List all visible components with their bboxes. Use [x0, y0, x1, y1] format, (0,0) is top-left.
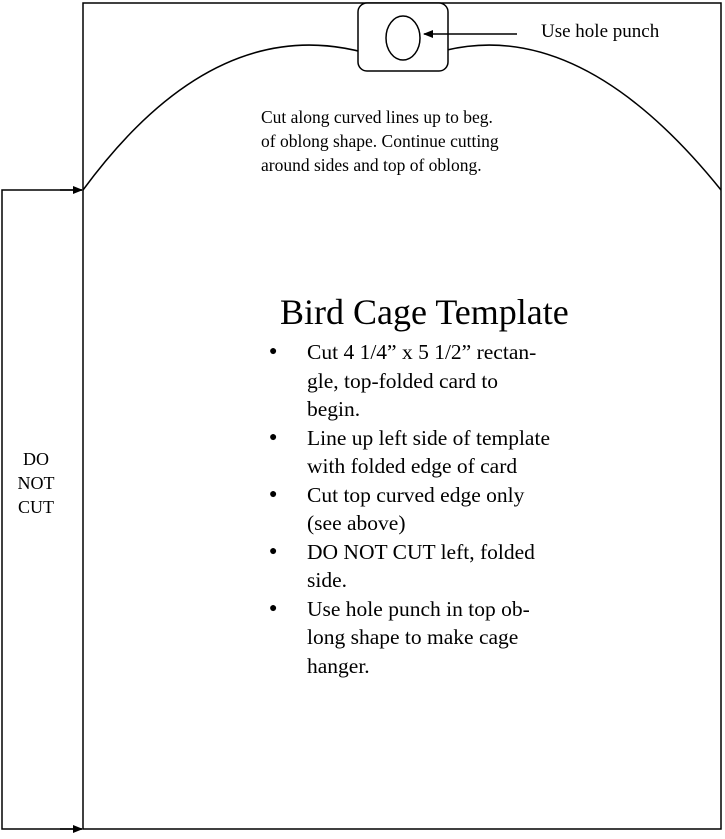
bullet-icon: ●: [269, 600, 278, 616]
list-item-line: begin.: [307, 397, 361, 421]
list-item-line: hanger.: [307, 653, 370, 678]
list-item-line: long shape to make cage: [307, 625, 519, 649]
do-not-cut-label: [16, 447, 56, 519]
instruction-list: [266, 338, 550, 680]
hole-punch-circle: [386, 16, 420, 60]
list-item: [266, 338, 550, 424]
bullet-icon: ●: [269, 344, 278, 359]
side-note-line: DO: [23, 449, 49, 469]
list-item-line: Line up left side of template: [307, 425, 550, 450]
bullet-icon: ●: [269, 486, 278, 502]
list-item-line: Use hole punch in top ob-: [307, 596, 530, 621]
list-item-line: side.: [307, 568, 348, 592]
list-item-line: Cut top curved edge only: [307, 482, 525, 507]
list-item-line: with folded edge of card: [307, 454, 518, 478]
bullet-icon: ●: [269, 429, 278, 445]
list-item-line: Cut 4 1/4” x 5 1/2” rectan-: [307, 340, 537, 364]
hole-punch-label: Use hole punch: [541, 21, 660, 42]
list-item: [266, 424, 550, 481]
list-item-line: gle, top-folded card to: [307, 368, 499, 393]
page-title: Bird Cage Template: [280, 292, 569, 332]
list-item: [266, 595, 550, 681]
list-item: [266, 481, 550, 538]
instruction-line: Cut along curved lines up to beg.: [261, 107, 493, 127]
list-item-line: (see above): [307, 511, 406, 535]
side-note-line: CUT: [18, 497, 54, 517]
list-item: [266, 538, 550, 595]
cut-instructions: [261, 105, 499, 177]
list-item-line: DO NOT CUT left, folded: [307, 539, 535, 564]
instruction-line: around sides and top of oblong.: [261, 155, 482, 175]
side-note-line: NOT: [17, 473, 55, 493]
instruction-line: of oblong shape. Continue cutting: [261, 131, 499, 151]
bullet-icon: ●: [269, 543, 278, 559]
